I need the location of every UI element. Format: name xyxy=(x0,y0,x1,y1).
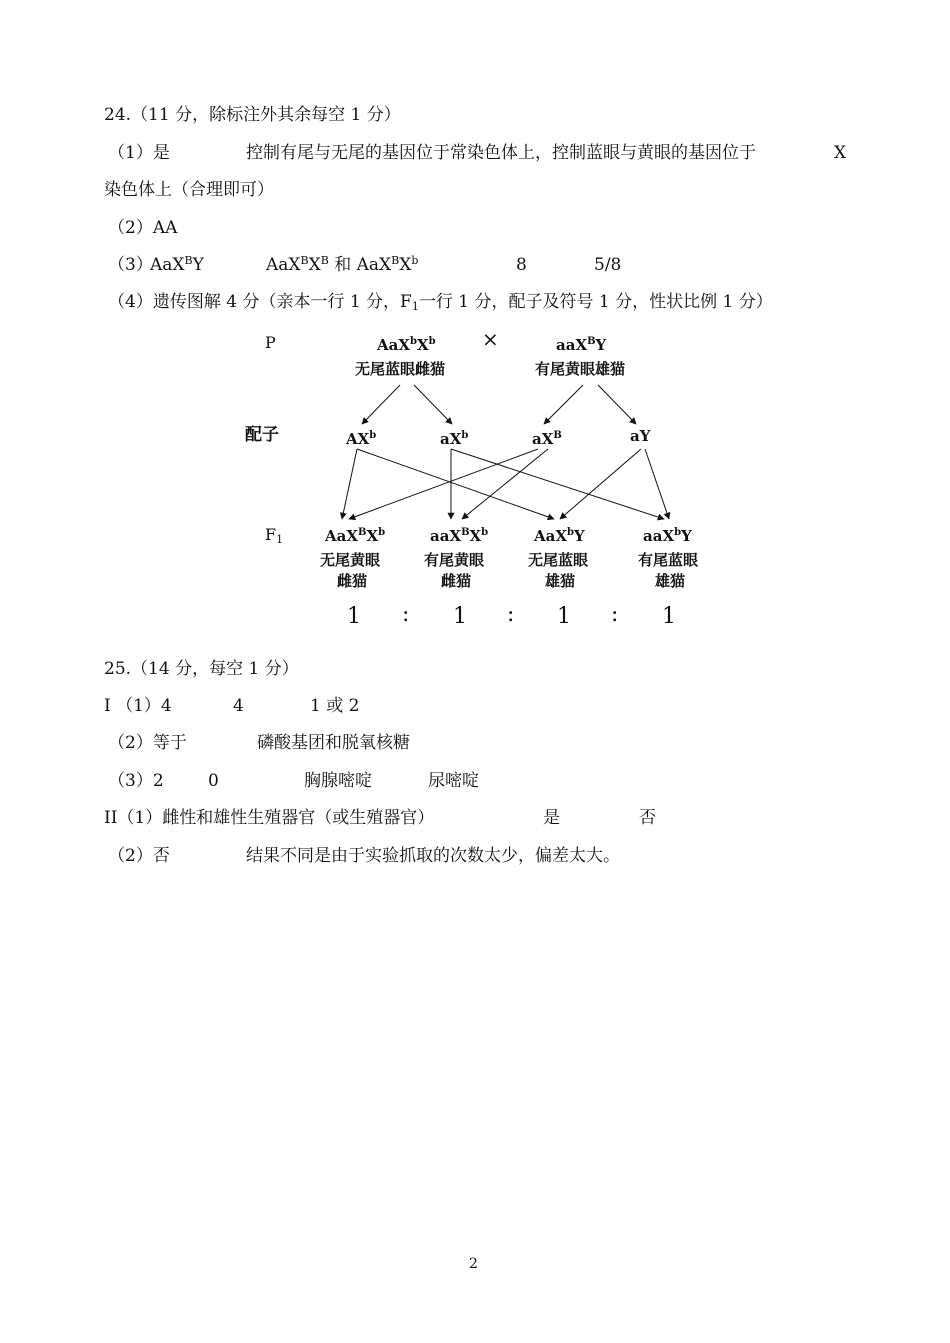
offspring-2-phenotype-sex: 雌猫 xyxy=(441,572,472,590)
offspring-1-phenotype-trait: 无尾黄眼 xyxy=(320,551,381,569)
q25-i3-answer-c: 胸腺嘧啶 xyxy=(304,771,372,791)
q25-ii2-label: （2）否 xyxy=(108,846,170,866)
q25-i3-label: （3）2 xyxy=(108,771,164,791)
q25-i1-answer-b: 4 xyxy=(233,696,244,716)
q24-part1-text: 控制有尾与无尾的基因位于常染色体上，控制蓝眼与黄眼的基因位于 xyxy=(246,143,756,163)
parent-male-phenotype: 有尾黄眼雄猫 xyxy=(535,360,626,378)
arrow-g2-to-o4 xyxy=(451,449,664,519)
q24-part2: （2）AA xyxy=(108,218,178,238)
ratio-value-1: 1 xyxy=(347,604,361,629)
arrow-g4-to-o4 xyxy=(645,449,669,519)
gamete-1: $AX^b$ xyxy=(346,430,377,448)
parent-generation-label: P xyxy=(265,333,276,352)
q24-part1-continuation: 染色体上（合理即可） xyxy=(104,180,274,200)
gamete-2: $aX^b$ xyxy=(440,430,469,448)
ratio-value-3: 1 xyxy=(557,604,571,629)
offspring-3-genotype: AaX$^b$Y xyxy=(534,527,585,545)
offspring-1-phenotype-sex: 雌猫 xyxy=(337,572,368,590)
offspring-4-genotype: aaX$^b$Y xyxy=(643,527,692,545)
arrow-g1-to-o1 xyxy=(342,449,357,519)
ratio-value-4: 1 xyxy=(662,604,676,629)
q24-header: 24.（11 分，除标注外其余每空 1 分） xyxy=(104,105,401,125)
page-number: 2 xyxy=(469,1256,478,1272)
q25-i2-label: （2）等于 xyxy=(108,733,187,753)
arrow-g4-to-o3 xyxy=(560,449,641,519)
cross-symbol: × xyxy=(482,327,499,351)
q25-ii1-answer-c: 否 xyxy=(639,808,656,828)
ratio-colon-1: : xyxy=(402,602,410,627)
q25-header: 25.（14 分，每空 1 分） xyxy=(104,659,299,679)
arrow-female-to-gamete2 xyxy=(414,385,452,424)
f1-label: $F_1$ xyxy=(265,525,284,546)
q25-ii1-answer-b: 是 xyxy=(543,808,560,828)
q25-ii2-answer-b: 结果不同是由于实验抓取的次数太少，偏差太大。 xyxy=(246,846,620,866)
q25-i2-answer-b: 磷酸基团和脱氧核糖 xyxy=(257,733,410,753)
arrow-male-to-gamete4 xyxy=(598,385,636,424)
q25-ii1-label: II（1）雌性和雄性生殖器官（或生殖器官） xyxy=(104,808,435,828)
offspring-1-genotype: $AaX^BX^b$ xyxy=(325,527,386,545)
offspring-2-genotype: $aaX^BX^b$ xyxy=(430,527,489,545)
arrow-g3-to-o1 xyxy=(349,449,538,519)
offspring-3-phenotype-sex: 雄猫 xyxy=(545,572,576,590)
offspring-3-phenotype-trait: 无尾蓝眼 xyxy=(528,551,589,569)
q24-part3-answer-d: 5/8 xyxy=(594,255,622,275)
gamete-4: aY xyxy=(630,427,651,445)
gamete-label: 配子 xyxy=(245,425,279,445)
gamete-3: $aX^B$ xyxy=(532,430,562,448)
parent-male-genotype: aaX$^B$Y xyxy=(556,336,607,354)
q24-part3-answer-a: AaX$^B$Y xyxy=(150,254,204,275)
q25-i1-answer-c: 1 或 2 xyxy=(310,696,360,716)
q24-part3-answer-c: 8 xyxy=(516,255,527,275)
q24-part1-label: （1）是 xyxy=(108,143,170,163)
parent-female-genotype: $AaX^bX^b$ xyxy=(377,336,436,354)
q24-part3-answer-b: $AaX^BX^B$ 和 $AaX^BX^b$ xyxy=(266,254,419,275)
q24-part4: （4）遗传图解 4 分（亲本一行 1 分，$F_1$一行 1 分，配子及符号 1 分，性状比例 1 分） xyxy=(108,292,773,313)
arrow-g1-to-o3 xyxy=(357,449,554,519)
q24-part1-x: X xyxy=(834,143,847,163)
ratio-colon-2: : xyxy=(507,602,515,627)
q25-i3-answer-b: 0 xyxy=(208,771,219,791)
q25-i3-answer-d: 尿嘧啶 xyxy=(428,771,479,791)
offspring-4-phenotype-sex: 雄猫 xyxy=(655,572,686,590)
ratio-value-2: 1 xyxy=(453,604,467,629)
offspring-2-phenotype-trait: 有尾黄眼 xyxy=(424,551,485,569)
parent-female-phenotype: 无尾蓝眼雌猫 xyxy=(355,360,446,378)
q25-i1-label: I （1）4 xyxy=(104,696,172,716)
offspring-4-phenotype-trait: 有尾蓝眼 xyxy=(638,551,699,569)
arrow-male-to-gamete3 xyxy=(544,385,583,424)
arrow-g3-to-o2 xyxy=(462,449,548,519)
q24-part3-label: （3） xyxy=(108,255,153,275)
ratio-colon-3: : xyxy=(611,602,619,627)
arrow-female-to-gamete1 xyxy=(362,385,400,424)
